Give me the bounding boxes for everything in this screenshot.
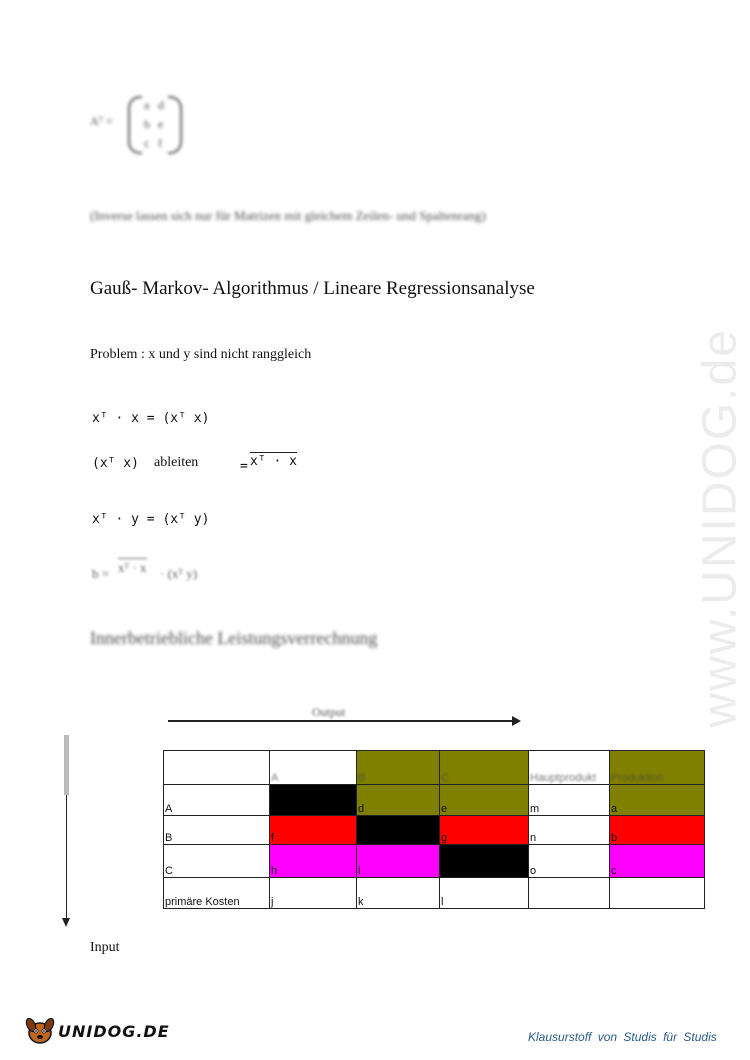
left-bracket [128,96,142,154]
table-header-cell [164,751,270,785]
formula-derive-left: (xᵀ x) [92,456,139,471]
matrix-cell: b [144,117,150,131]
table-row [164,785,705,816]
output-arrow-line [168,720,514,722]
table-cell: d [357,785,440,816]
row-label: primäre Kosten [164,878,270,909]
logo-text: UNIDOG.DE [58,1022,170,1041]
table-cell: h [270,845,357,878]
row-label: C [164,845,270,878]
table-row [164,845,705,878]
table-cell: g [440,816,529,845]
inverse-note: (Inverse lassen sich nur für Matrizen mit gleichem Zeilen- und Spaltenrang) [90,208,486,223]
table-header-row [164,751,705,785]
table-cell: f [270,816,357,845]
table-cell: a [610,785,705,816]
table-header-cell: Hauptprodukt [529,751,610,785]
formula-b-left: b = [92,566,110,581]
matrix-cell: a [144,98,150,112]
table-header-cell: Produktion [610,751,705,785]
row-label: A [164,785,270,816]
section-heading-gauss-markov: Gauß- Markov- Algorithmus / Lineare Regressionsanalyse [90,278,535,299]
formula-derive-right: xᵀ · x [250,454,297,469]
table-header-cell: B [357,751,440,785]
table-cell: b [610,816,705,845]
formula-b-inverse: xᵀ · x [118,560,147,575]
down-arrow-icon [62,918,70,927]
table-cell: o [529,845,610,878]
matrix-cell: e [158,117,164,131]
output-label: Output [312,705,346,719]
table-header-cell: A [270,751,357,785]
table-cell: e [440,785,529,816]
footer-tagline: Klausurstoff von Studis für Studis [528,1030,717,1044]
table-header-cell: C [440,751,529,785]
table-cell [610,878,705,909]
problem-statement: Problem : x und y sind nicht ranggleich [90,347,312,362]
right-arrow-icon [512,716,521,726]
table-cell: l [440,878,529,909]
section-heading-leistungsverrechnung: Innerbetriebliche Leistungsverrechnung [90,628,378,648]
table-cell: i [357,845,440,878]
dog-mascot-icon [24,1015,60,1047]
input-arrow-line [66,795,67,920]
matrix-lhs: Aᵀ = [90,114,113,128]
formula-xtx: xᵀ · x = (xᵀ x) [92,411,210,426]
formula-derive-eq: = [240,459,248,474]
table-row [164,816,705,845]
matrix-cell: f [158,136,162,150]
watermark: www.UNIDOG.de [693,328,747,728]
formula-xty: xᵀ · y = (xᵀ y) [92,512,210,527]
input-label: Input [90,940,120,955]
table-cell: j [270,878,357,909]
table-cell: k [357,878,440,909]
table-cell [270,785,357,816]
right-bracket [168,96,182,154]
formula-derive-word: ableiten [154,455,199,470]
input-arrow-blurred-segment [64,735,69,795]
table-cell [357,816,440,845]
matrix-cell: c [144,136,150,150]
table-cell [529,878,610,909]
table-cell [440,845,529,878]
table-cell: m [529,785,610,816]
table-row [164,878,705,909]
row-label: B [164,816,270,845]
matrix-cell: d [158,98,164,112]
cost-allocation-table [163,750,705,909]
table-cell: c [610,845,705,878]
formula-b-right: · (xᵀ y) [160,566,198,581]
table-cell: n [529,816,610,845]
